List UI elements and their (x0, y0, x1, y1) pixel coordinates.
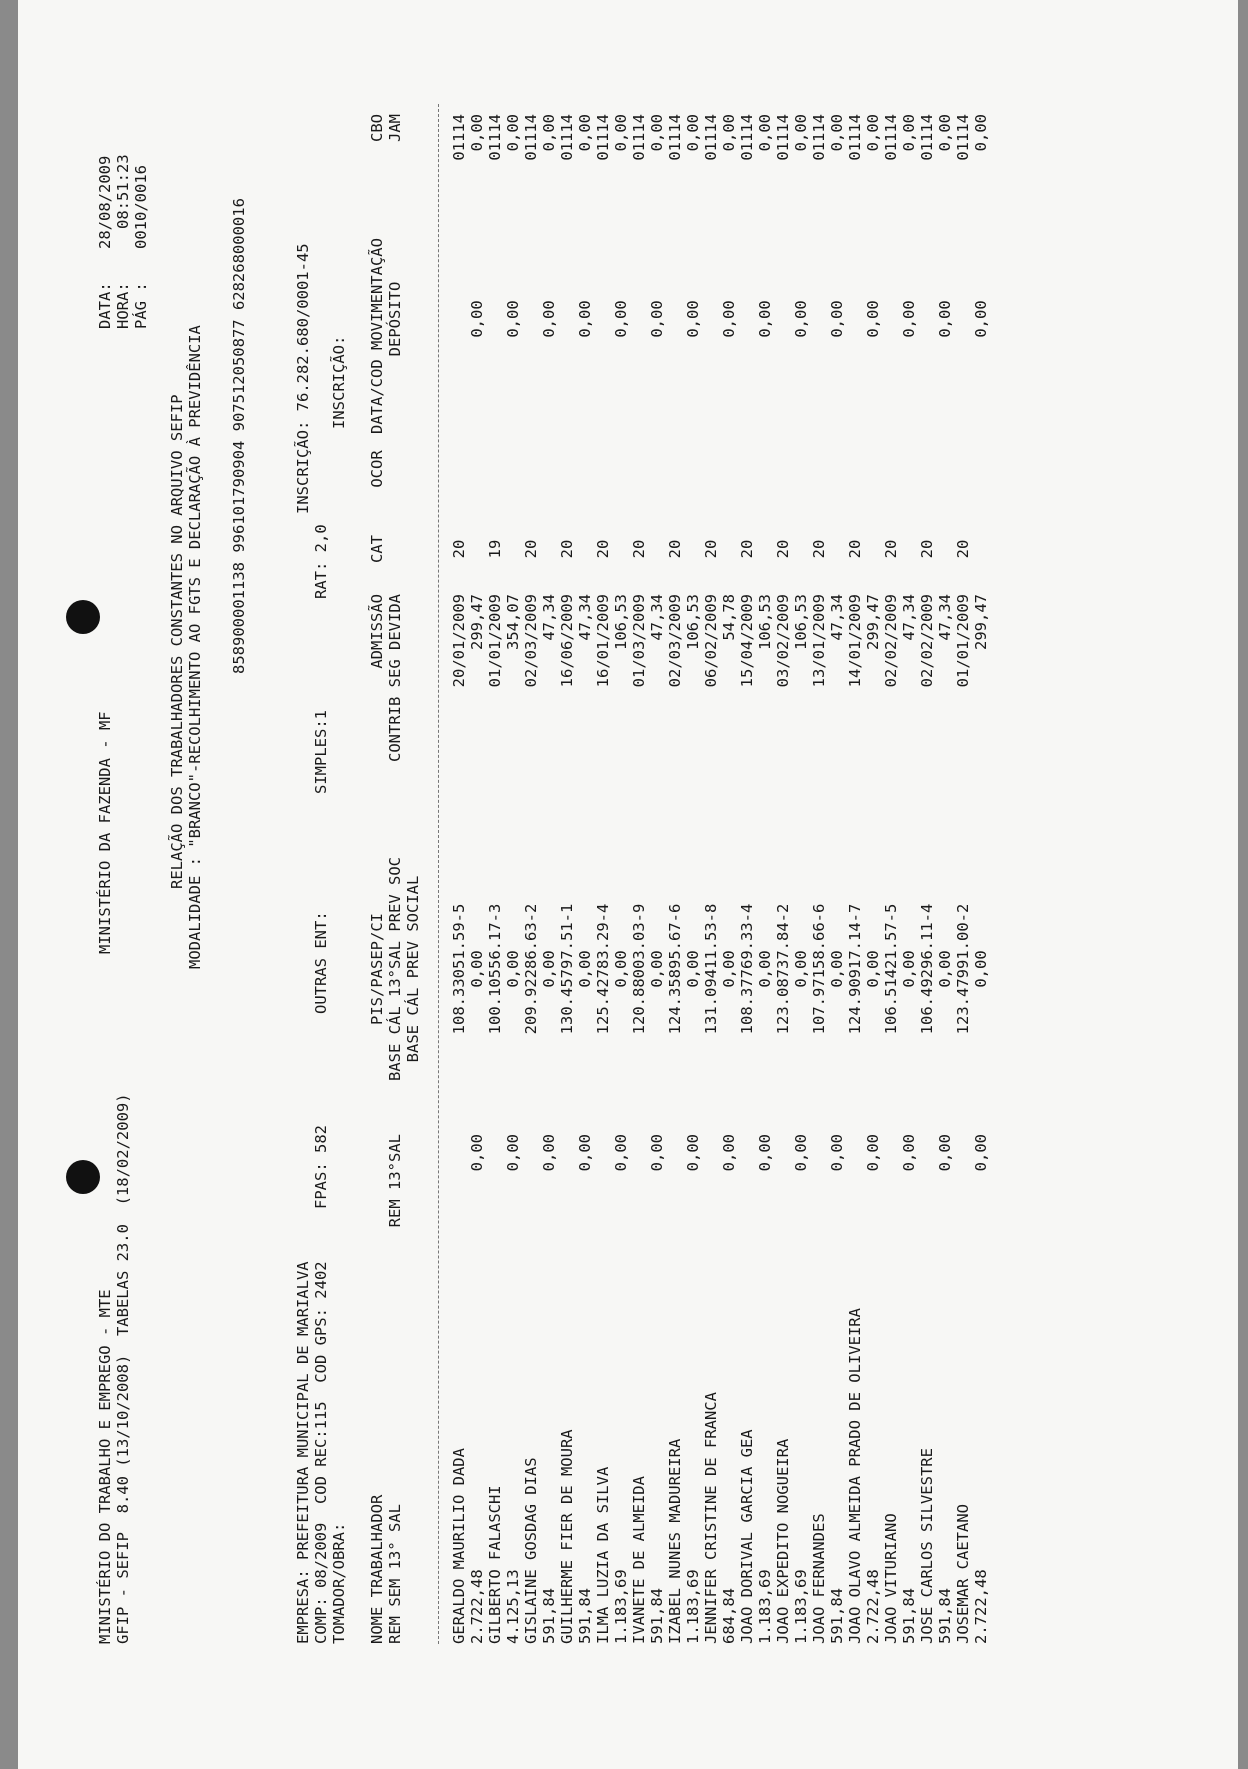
worker-cat: 20 (954, 539, 972, 559)
worker-deposito: 0,00 (540, 300, 558, 338)
worker-rem-13: 0,00 (684, 1134, 702, 1172)
worker-rem-13: 0,00 (756, 1134, 774, 1172)
punch-hole-right (66, 600, 100, 634)
worker-rem-13: 0,00 (540, 1134, 558, 1172)
table-row (666, 114, 684, 1644)
table-row (594, 114, 612, 1644)
document-sheet (18, 0, 1238, 1769)
worker-name: ILMA LUZIA DA SILVA (594, 1466, 612, 1644)
table-row (576, 114, 594, 1644)
worker-cat: 20 (918, 539, 936, 559)
worker-cbo: 01114 (594, 114, 612, 161)
col-cat: CAT (368, 535, 386, 563)
table-row (954, 114, 972, 1644)
worker-admissao: 06/02/2009 (702, 594, 720, 688)
worker-contrib: 47,34 (576, 594, 594, 641)
worker-jam: 0,00 (540, 114, 558, 152)
table-row (450, 114, 468, 1644)
worker-name: GISLAINE GOSDAG DIAS (522, 1457, 540, 1644)
worker-admissao: 14/01/2009 (846, 594, 864, 688)
worker-pis: 106.51421.57-5 (882, 903, 900, 1035)
worker-cbo: 01114 (882, 114, 900, 161)
worker-contrib: 54,78 (720, 594, 738, 641)
table-row (774, 114, 792, 1644)
col-jam: JAM (386, 114, 404, 142)
worker-deposito: 0,00 (684, 300, 702, 338)
worker-deposito: 0,00 (936, 300, 954, 338)
worker-pis: 124.35895.67-6 (666, 903, 684, 1035)
worker-deposito: 0,00 (792, 300, 810, 338)
worker-contrib: 299,47 (864, 594, 882, 650)
worker-base-13: 0,00 (504, 950, 522, 988)
worker-cbo: 01114 (810, 114, 828, 161)
worker-pis: 131.09411.53-8 (702, 903, 720, 1035)
table-row (684, 114, 702, 1644)
worker-name: GUILHERME FIER DE MOURA (558, 1429, 576, 1644)
worker-name: IZABEL NUNES MADUREIRA (666, 1438, 684, 1644)
column-headers (368, 114, 422, 1644)
worker-pis: 123.08737.84-2 (774, 903, 792, 1035)
ministry-trabalho: MINISTÉRIO DO TRABALHO E EMPREGO - MTE (96, 1289, 114, 1644)
worker-cat: 19 (486, 539, 504, 559)
hour-label: HORA: (114, 282, 132, 329)
worker-admissao: 02/02/2009 (918, 594, 936, 688)
worker-jam: 0,00 (684, 114, 702, 152)
worker-name: JOAO EXPEDITO NOGUEIRA (774, 1438, 792, 1644)
worker-base-13: 0,00 (756, 950, 774, 988)
worker-cat: 20 (846, 539, 864, 559)
worker-admissao: 02/03/2009 (666, 594, 684, 688)
worker-pis: 120.88003.03-9 (630, 903, 648, 1035)
worker-rem-sem-13: 2.722,48 (972, 1569, 990, 1644)
worker-admissao: 16/01/2009 (594, 594, 612, 688)
worker-base-13: 0,00 (684, 950, 702, 988)
worker-cbo: 01114 (486, 114, 504, 161)
worker-admissao: 15/04/2009 (738, 594, 756, 688)
worker-base-13: 0,00 (612, 950, 630, 988)
worker-contrib: 299,47 (468, 594, 486, 650)
comp-line: COMP: 08/2009 COD REC:115 COD GPS: 2402 (312, 1261, 330, 1644)
table-row (540, 114, 558, 1644)
worker-rem-13: 0,00 (504, 1134, 522, 1172)
worker-contrib: 47,34 (540, 594, 558, 641)
worker-cbo: 01114 (738, 114, 756, 161)
col-rem-13: REM 13°SAL (386, 1134, 404, 1228)
worker-base-13: 0,00 (468, 950, 486, 988)
table-row (558, 114, 576, 1644)
worker-rem-13: 0,00 (720, 1134, 738, 1172)
table-row (810, 114, 828, 1644)
worker-contrib: 106,53 (792, 594, 810, 650)
col-pis: PIS/PASEP/CI (368, 913, 386, 1025)
worker-deposito: 0,00 (720, 300, 738, 338)
worker-admissao: 01/03/2009 (630, 594, 648, 688)
worker-deposito: 0,00 (576, 300, 594, 338)
worker-rem-sem-13: 4.125,13 (504, 1569, 522, 1644)
table-row (486, 114, 504, 1644)
worker-cat: 20 (450, 539, 468, 559)
worker-jam: 0,00 (720, 114, 738, 152)
col-base-prev: BASE CÁL PREV SOCIAL (404, 875, 422, 1063)
table-row (936, 114, 954, 1644)
worker-cbo: 01114 (846, 114, 864, 161)
worker-jam: 0,00 (900, 114, 918, 152)
relacao-title: RELAÇÃO DOS TRABALHADORES CONSTANTES NO ARQUIVO SEFIP (168, 394, 186, 889)
worker-pis: 106.49296.11-4 (918, 903, 936, 1035)
worker-cat: 20 (774, 539, 792, 559)
worker-jam: 0,00 (828, 114, 846, 152)
worker-jam: 0,00 (972, 114, 990, 152)
worker-jam: 0,00 (792, 114, 810, 152)
worker-name: JOSE CARLOS SILVESTRE (918, 1448, 936, 1644)
table-row (504, 114, 522, 1644)
col-ocor: OCOR (368, 450, 386, 488)
punch-hole-left (66, 1160, 100, 1194)
date-label: DATA: (96, 282, 114, 329)
worker-base-13: 0,00 (936, 950, 954, 988)
col-base-13: BASE CÁL 13°SAL PREV SOC (386, 857, 404, 1081)
worker-rem-sem-13: 1.183,69 (792, 1569, 810, 1644)
worker-rem-sem-13: 591,84 (828, 1588, 846, 1644)
worker-pis: 100.10556.17-3 (486, 903, 504, 1035)
table-row (846, 114, 864, 1644)
worker-base-13: 0,00 (864, 950, 882, 988)
worker-jam: 0,00 (468, 114, 486, 152)
worker-contrib: 47,34 (648, 594, 666, 641)
worker-name: JOAO DORIVAL GARCIA GEA (738, 1429, 756, 1644)
worker-cbo: 01114 (630, 114, 648, 161)
worker-jam: 0,00 (936, 114, 954, 152)
table-row (828, 114, 846, 1644)
worker-admissao: 01/01/2009 (486, 594, 504, 688)
col-deposito: DEPÓSITO (386, 281, 404, 357)
worker-jam: 0,00 (864, 114, 882, 152)
worker-jam: 0,00 (576, 114, 594, 152)
worker-base-13: 0,00 (576, 950, 594, 988)
worker-cbo: 01114 (774, 114, 792, 161)
worker-pis: 124.90917.14-7 (846, 903, 864, 1035)
worker-rem-13: 0,00 (612, 1134, 630, 1172)
worker-cbo: 01114 (522, 114, 540, 161)
worker-cbo: 01114 (918, 114, 936, 161)
worker-pis: 107.97158.66-6 (810, 903, 828, 1035)
table-row (612, 114, 630, 1644)
worker-pis: 123.47991.00-2 (954, 903, 972, 1035)
rotated-page (18, 0, 1238, 1769)
worker-rem-13: 0,00 (828, 1134, 846, 1172)
col-rem-sem-13: REM SEM 13° SAL (386, 1504, 404, 1644)
worker-pis: 125.42783.29-4 (594, 903, 612, 1035)
worker-rem-13: 0,00 (936, 1134, 954, 1172)
worker-rem-sem-13: 2.722,48 (468, 1569, 486, 1644)
worker-contrib: 354,07 (504, 594, 522, 650)
worker-deposito: 0,00 (972, 300, 990, 338)
worker-rem-13: 0,00 (900, 1134, 918, 1172)
worker-pis: 108.37769.33-4 (738, 903, 756, 1035)
worker-jam: 0,00 (504, 114, 522, 152)
worker-rem-sem-13: 1.183,69 (612, 1569, 630, 1644)
table-row (648, 114, 666, 1644)
col-movimentacao: DATA/COD MOVIMENTAÇÃO (368, 238, 386, 434)
worker-name: JENNIFER CRISTINE DE FRANCA (702, 1392, 720, 1644)
worker-base-13: 0,00 (792, 950, 810, 988)
table-row (720, 114, 738, 1644)
worker-name: GILBERTO FALASCHI (486, 1485, 504, 1644)
worker-rem-13: 0,00 (576, 1134, 594, 1172)
worker-cbo: 01114 (558, 114, 576, 161)
col-cbo: CBO (368, 114, 386, 142)
table-row (918, 114, 936, 1644)
worker-name: JOAO OLAVO ALMEIDA PRADO DE OLIVEIRA (846, 1308, 864, 1644)
table-row (522, 114, 540, 1644)
worker-deposito: 0,00 (864, 300, 882, 338)
barcode-digits: 858900001138 996101790904 907512050877 628268000016 (230, 198, 248, 674)
worker-cat: 20 (630, 539, 648, 559)
table-row (738, 114, 756, 1644)
table-row (864, 114, 882, 1644)
worker-jam: 0,00 (648, 114, 666, 152)
worker-rem-sem-13: 591,84 (936, 1588, 954, 1644)
worker-rem-sem-13: 2.722,48 (864, 1569, 882, 1644)
worker-cat: 20 (810, 539, 828, 559)
worker-deposito: 0,00 (900, 300, 918, 338)
worker-deposito: 0,00 (648, 300, 666, 338)
worker-pis: 209.92286.63-2 (522, 903, 540, 1035)
worker-contrib: 106,53 (684, 594, 702, 650)
table-row (900, 114, 918, 1644)
sefip-version-line: GFIP - SEFIP 8.40 (13/10/2008) TABELAS 23.0 (18/02/2009) (114, 1093, 132, 1644)
table-row (792, 114, 810, 1644)
worker-jam: 0,00 (756, 114, 774, 152)
worker-rem-13: 0,00 (972, 1134, 990, 1172)
worker-name: JOAO FERNANDES (810, 1513, 828, 1644)
worker-cat: 20 (882, 539, 900, 559)
worker-admissao: 03/02/2009 (774, 594, 792, 688)
col-nome: NOME TRABALHADOR (368, 1494, 386, 1644)
worker-admissao: 01/01/2009 (954, 594, 972, 688)
worker-contrib: 47,34 (900, 594, 918, 641)
worker-name: IVANETE DE ALMEIDA (630, 1476, 648, 1644)
worker-cbo: 01114 (702, 114, 720, 161)
worker-cat: 20 (738, 539, 756, 559)
col-contrib: CONTRIB SEG DEVIDA (386, 594, 404, 762)
worker-deposito: 0,00 (504, 300, 522, 338)
rat-line: RAT: 2,0 (312, 524, 330, 599)
worker-admissao: 02/02/2009 (882, 594, 900, 688)
table-row (630, 114, 648, 1644)
ministry-fazenda: MINISTÉRIO DA FAZENDA - MF (96, 711, 114, 954)
worker-base-13: 0,00 (900, 950, 918, 988)
worker-cat: 20 (702, 539, 720, 559)
col-admissao: ADMISSÃO (368, 594, 386, 669)
worker-rem-sem-13: 1.183,69 (684, 1569, 702, 1644)
worker-admissao: 20/01/2009 (450, 594, 468, 688)
worker-rem-13: 0,00 (468, 1134, 486, 1172)
worker-deposito: 0,00 (468, 300, 486, 338)
inscricao-obra-line: INSCRIÇÃO: (330, 335, 348, 429)
worker-rem-sem-13: 591,84 (648, 1588, 666, 1644)
worker-deposito: 0,00 (612, 300, 630, 338)
table-row (702, 114, 720, 1644)
worker-cat: 20 (666, 539, 684, 559)
table-row (468, 114, 486, 1644)
worker-name: JOAO VITURIANO (882, 1513, 900, 1644)
hour-value: 08:51:23 (114, 154, 132, 229)
outras-ent-line: OUTRAS ENT: (312, 911, 330, 1014)
table-row (972, 114, 990, 1644)
worker-rem-sem-13: 684,84 (720, 1588, 738, 1644)
worker-cat: 20 (522, 539, 540, 559)
worker-name: GERALDO MAURILIO DADA (450, 1448, 468, 1644)
worker-jam: 0,00 (612, 114, 630, 152)
worker-admissao: 02/03/2009 (522, 594, 540, 688)
table-row (882, 114, 900, 1644)
worker-cbo: 01114 (666, 114, 684, 161)
worker-admissao: 16/06/2009 (558, 594, 576, 688)
worker-rem-sem-13: 591,84 (540, 1588, 558, 1644)
worker-rem-sem-13: 1.183,69 (756, 1569, 774, 1644)
worker-name: JOSEMAR CAETANO (954, 1504, 972, 1644)
worker-rem-sem-13: 591,84 (900, 1588, 918, 1644)
worker-rem-sem-13: 591,84 (576, 1588, 594, 1644)
worker-contrib: 47,34 (828, 594, 846, 641)
worker-cbo: 01114 (954, 114, 972, 161)
simples-line: SIMPLES:1 (312, 710, 330, 794)
worker-pis: 130.45797.51-1 (558, 903, 576, 1035)
worker-deposito: 0,00 (828, 300, 846, 338)
workers-table (450, 114, 990, 1644)
worker-base-13: 0,00 (720, 950, 738, 988)
table-row (756, 114, 774, 1644)
worker-rem-13: 0,00 (648, 1134, 666, 1172)
worker-contrib: 106,53 (756, 594, 774, 650)
worker-cat: 20 (594, 539, 612, 559)
worker-pis: 108.33051.59-5 (450, 903, 468, 1035)
worker-rem-13: 0,00 (864, 1134, 882, 1172)
worker-base-13: 0,00 (648, 950, 666, 988)
empresa-line: EMPRESA: PREFEITURA MUNICIPAL DE MARIALVA (294, 1261, 312, 1644)
worker-base-13: 0,00 (828, 950, 846, 988)
fpas-line: FPAS: 582 (312, 1125, 330, 1209)
modalidade-line: MODALIDADE : "BRANCO"-RECOLHIMENTO AO FGTS E DECLARAÇÃO À PREVIDÊNCIA (186, 325, 204, 969)
date-value: 28/08/2009 (96, 155, 114, 249)
header-divider (438, 104, 439, 1644)
page-value: 0010/0016 (132, 165, 150, 249)
worker-rem-13: 0,00 (792, 1134, 810, 1172)
worker-deposito: 0,00 (756, 300, 774, 338)
worker-contrib: 299,47 (972, 594, 990, 650)
worker-admissao: 13/01/2009 (810, 594, 828, 688)
worker-cat: 20 (558, 539, 576, 559)
worker-base-13: 0,00 (972, 950, 990, 988)
tomador-line: TOMADOR/OBRA: (330, 1522, 348, 1644)
worker-contrib: 47,34 (936, 594, 954, 641)
worker-base-13: 0,00 (540, 950, 558, 988)
inscricao-line: INSCRIÇÃO: 76.282.680/0001-45 (294, 243, 312, 514)
page-label: PÁG : (132, 282, 150, 329)
worker-cbo: 01114 (450, 114, 468, 161)
worker-contrib: 106,53 (612, 594, 630, 650)
